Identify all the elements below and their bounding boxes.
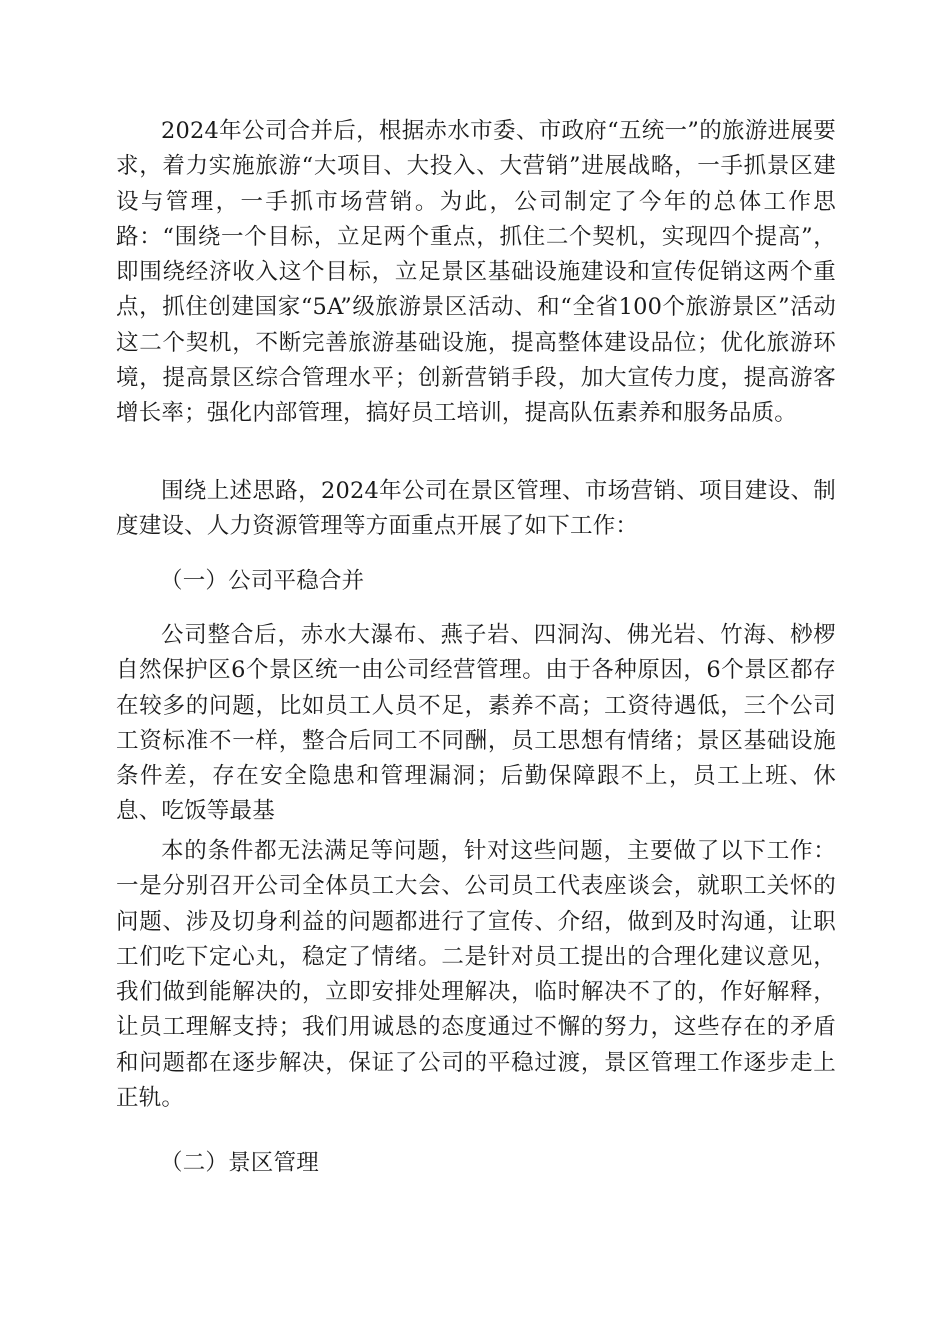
paragraph-intro: 2024年公司合并后，根据赤水市委、市政府“五统一”的旅游进展要求，着力实施旅游“大项目、大投入、大营销”进展战略，一手抓景区建设与管理，一手抓市场营销。为此，公司制定了今年的总体工作思路：“围绕一个目标，立足两个重点，抓住二个契机，实现四个提高”，即围绕经济收入这个目标，立足景区基础设施建设和宣传促销这两个重点，抓住创建国家“5A”级旅游景区活动、和“全省100个旅游景区”活动这二个契机，不断完善旅游基础设施，提高整体建设品位；优化旅游环境，提高景区综合管理水平；创新营销手段，加大宣传力度，提高游客增长率；强化内部管理，搞好员工培训，提高队伍素养和服务品质。 [116, 118, 836, 427]
section-heading-1: （一）公司平稳合并 [160, 568, 365, 594]
paragraph-measures: 本的条件都无法满足等问题，针对这些问题，主要做了以下工作：一是分别召开公司全体员工大会、公司员工代表座谈会，就职工关怀的问题、涉及切身利益的问题都进行了宣传、介绍，做到及时沟通，让职工们吃下定心丸，稳定了情绪。二是针对员工提出的合理化建议意见，我们做到能解决的，立即安排处理解决，临时解决不了的，作好解释，让员工理解支持；我们用诚恳的态度通过不懈的努力，这些存在的矛盾和问题都在逐步解决，保证了公司的平稳过渡，景区管理工作逐步走上正轨。 [116, 838, 836, 1112]
paragraph-merger: 公司整合后，赤水大瀑布、燕子岩、四洞沟、佛光岩、竹海、桫椤自然保护区6个景区统一由公司经营管理。由于各种原因，6个景区都存在较多的问题，比如员工人员不足，素养不高；工资待遇低，三个公司工资标准不一样，整合后同工不同酬，员工思想有情绪；景区基础设施条件差，存在安全隐患和管理漏洞；后勤保障跟不上，员工上班、休息、吃饭等最基 [116, 622, 836, 825]
paragraph-work-overview: 围绕上述思路，2024年公司在景区管理、市场营销、项目建设、制度建设、人力资源管理等方面重点开展了如下工作： [116, 478, 836, 540]
section-heading-2: （二）景区管理 [160, 1150, 319, 1176]
